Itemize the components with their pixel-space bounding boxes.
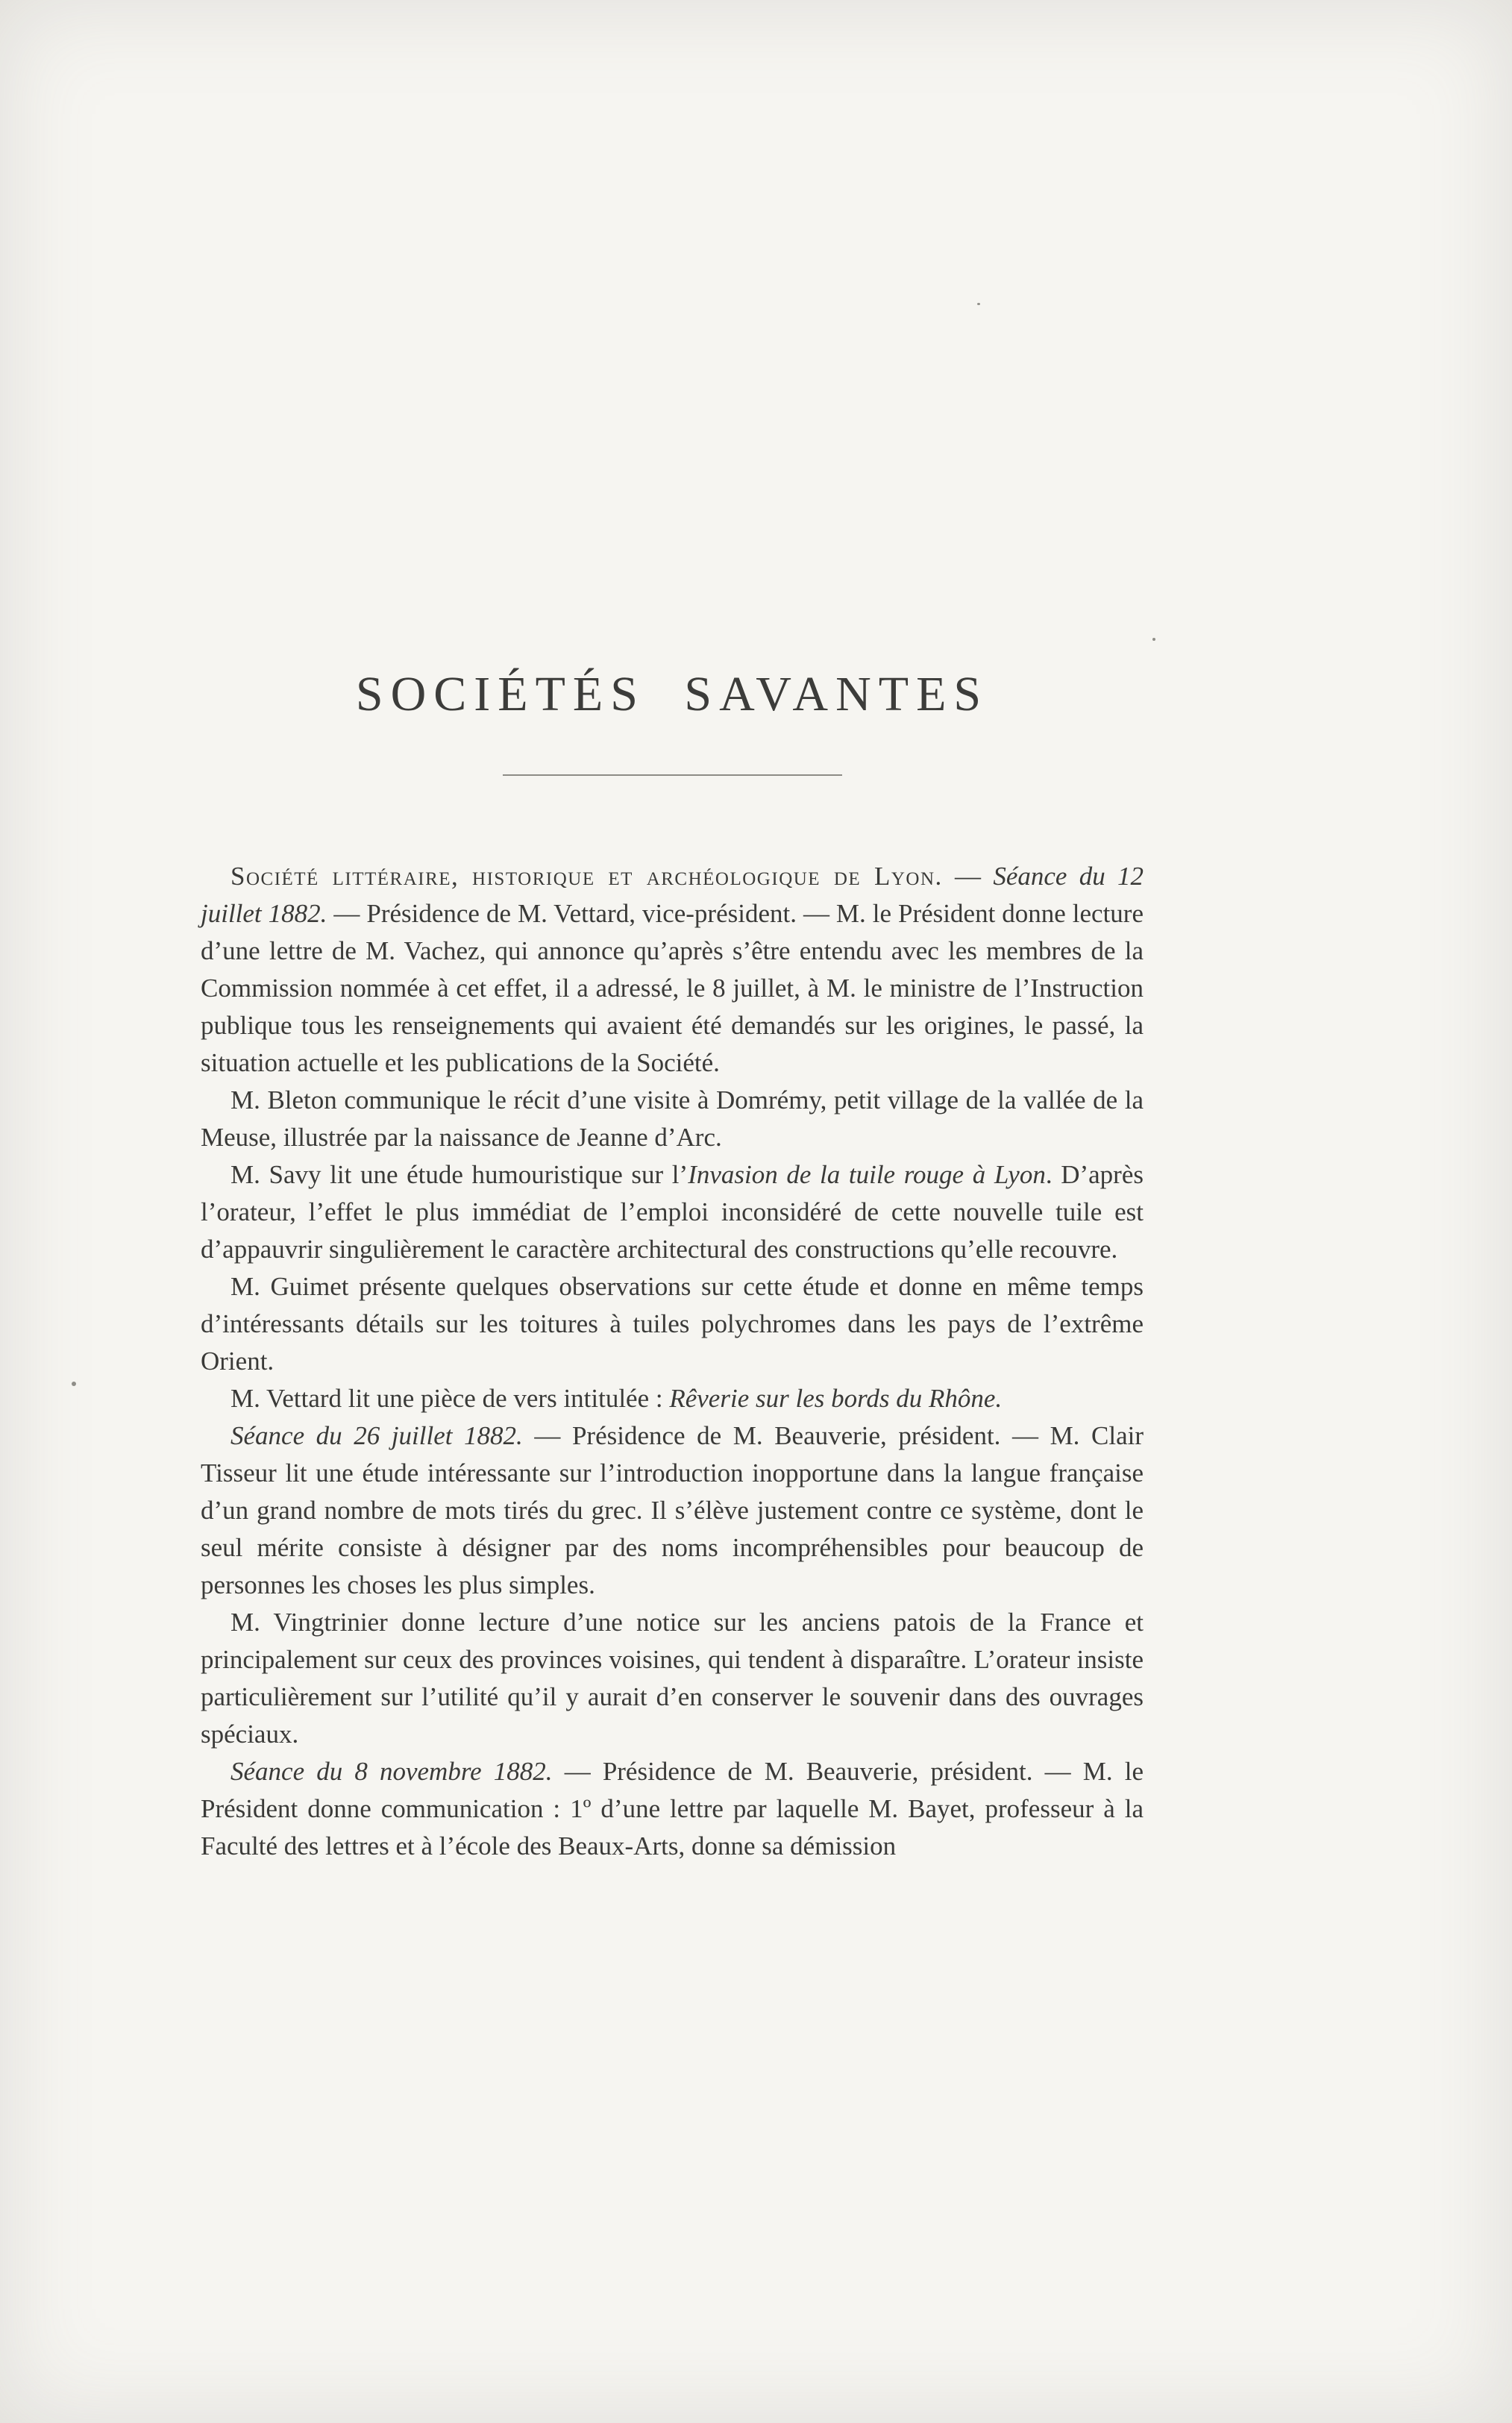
text-segment: M. Vingtrinier donne lecture d’une notice sur les anciens patois de la France et principalement sur ceux des provinces voisines, qui tendent à disparaître. L’orateur insiste particulièrement sur l’utilité qu’il y aurait d’en conserver le souvenir dans des ouvrages spéciaux. <box>201 1607 1144 1749</box>
paragraph <box>201 1082 1144 1156</box>
paragraph <box>201 1604 1144 1753</box>
text-segment: M. Savy lit une étude humouristique sur l’ <box>230 1159 688 1189</box>
text-segment: Séance du 8 novembre 1882. <box>230 1756 553 1786</box>
paragraph <box>201 1156 1144 1268</box>
scan-speck <box>72 1382 76 1386</box>
text-segment: — Présidence de M. Beauverie, président. — M. le Président donne communication : 1º d’une lettre par laquelle M. Bayet, professeur à la Faculté des lettres et à l’école des Beaux-Arts, donne sa démission <box>201 1756 1144 1861</box>
text-segment: Séance du 12 juillet 1882. <box>201 861 1144 928</box>
paragraph <box>201 1753 1144 1865</box>
paragraph <box>201 858 1144 1082</box>
text-segment: M. Bleton communique le récit d’une visite à Domrémy, petit village de la vallée de la Meuse, illustrée par la naissance de Jeanne d’Arc. <box>201 1085 1144 1152</box>
page-title: SOCIÉTÉS SAVANTES <box>355 667 989 721</box>
text-column <box>201 0 1144 1865</box>
text-segment: — Présidence de M. Beauverie, président. — M. Clair Tisseur lit une étude intéressante sur l’introduction inopportune dans la langue française d’un grand nombre de mots tirés du grec. Il s’élève justement contre ce système, dont le seul mérite consiste à désigner par des noms incompréhensibles pour beaucoup de personnes les choses les plus simples. <box>201 1420 1144 1599</box>
text-segment: M. Guimet présente quelques observations sur cette étude et donne en même temps d’intéressants détails sur les toitures à tuiles polychromes dans les pays de l’extrême Orient. <box>201 1271 1144 1376</box>
paragraph <box>201 1380 1144 1417</box>
text-segment: Rêverie sur les bords du Rhône. <box>669 1383 1003 1413</box>
paragraph <box>201 1417 1144 1604</box>
text-segment: — Présidence de M. Vettard, vice-président. — M. le Président donne lecture d’une lettre de M. Vachez, qui annonce qu’après s’être entendu avec les membres de la Commission nommée à cet effet, il a adressé, le 8 juillet, à M. le ministre de l’Instruction publique tous les renseignements qui avaient été demandés sur les origines, le passé, la situation actuelle et les publications de la Société. <box>201 898 1144 1077</box>
text-segment: Séance du 26 juillet 1882. <box>230 1420 523 1450</box>
text-segment: Société littéraire, historique et archéologique de Lyon. <box>230 861 943 891</box>
document-body <box>201 858 1144 1865</box>
scan-speck <box>1152 638 1155 641</box>
paragraph <box>201 1268 1144 1380</box>
text-segment: M. Vettard lit une pièce de vers intitulée : <box>230 1383 670 1413</box>
text-segment: — <box>942 861 994 891</box>
text-segment: Invasion de la tuile rouge à Lyon <box>688 1159 1046 1189</box>
text-segment: . D’après l’orateur, l’effet le plus immédiat de l’emploi inconsidéré de cette nouvelle tuile est d’appauvrir singulièrement le caractère architectural des constructions qu’elle recouvre. <box>201 1159 1144 1264</box>
title-divider <box>503 774 842 776</box>
